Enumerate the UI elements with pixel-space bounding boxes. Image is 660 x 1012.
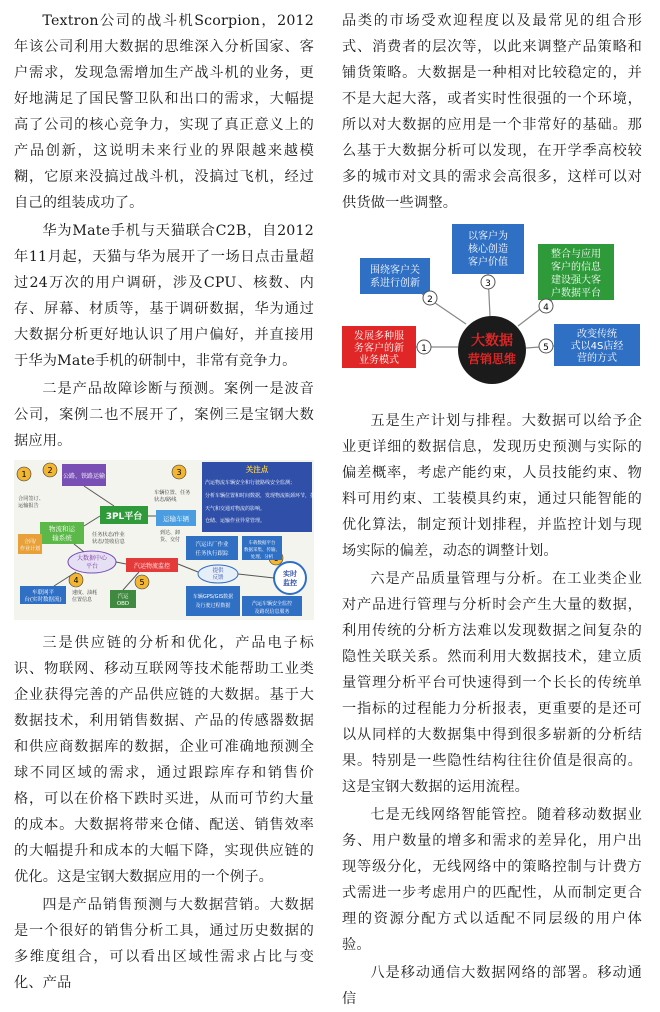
- svg-text:4: 4: [543, 303, 549, 313]
- svg-text:5: 5: [139, 578, 145, 587]
- svg-text:速度、油耗: 速度、油耗: [72, 590, 98, 596]
- svg-text:反馈: 反馈: [212, 575, 224, 581]
- svg-text:提供: 提供: [212, 568, 224, 574]
- svg-text:实时: 实时: [283, 570, 297, 578]
- svg-text:汽运车辆安全监控: 汽运车辆安全监控: [251, 601, 293, 607]
- marketing-figure: [342, 224, 642, 394]
- supply-chain-diagram: [14, 460, 336, 620]
- svg-text:围绕客户关: 围绕客户关: [370, 265, 420, 276]
- svg-text:2: 2: [427, 295, 433, 305]
- right-column: [342, 8, 642, 1012]
- svg-text:4: 4: [73, 576, 79, 585]
- svg-text:式以4S店经: 式以4S店经: [570, 341, 624, 352]
- paragraph-huawei: 华为Mate手机与天猫联合C2B，自2012年11月起，天猫与华为展开了一场日点击量超过24万次的用户调研，涉及CPU、核数、内存、屏幕、材质等，基于调研数据，华为通过大数据分析更好地认识了用户偏好，并直接用于华为Mate手机的研制中，非常有竞争力。: [14, 223, 314, 369]
- svg-text:发展多种服: 发展多种服: [354, 331, 404, 342]
- svg-text:大数据中心: 大数据中心: [76, 555, 108, 562]
- focus-item-4: 仓储、运输作业异常管理。: [205, 518, 266, 524]
- number-badge-2: [43, 463, 57, 477]
- svg-text:任务执行跟踪: 任务执行跟踪: [195, 551, 229, 557]
- svg-text:运输报告: 运输报告: [18, 503, 39, 509]
- number-badge-m3: [481, 275, 495, 289]
- svg-text:OBD: OBD: [116, 601, 130, 607]
- svg-text:营的方式: 营的方式: [577, 353, 617, 364]
- number-badge-m4: [539, 299, 553, 313]
- svg-text:建设强大客: 建设强大客: [551, 275, 601, 286]
- number-badge-1: [17, 467, 31, 481]
- svg-text:核心创造: 核心创造: [468, 244, 508, 255]
- svg-text:2: 2: [47, 466, 53, 475]
- svg-text:输系统: 输系统: [52, 534, 72, 542]
- svg-text:平台: 平台: [85, 563, 99, 570]
- svg-text:合同签订、: 合同签订、: [18, 496, 44, 502]
- svg-text:3: 3: [176, 468, 182, 477]
- realtime-monitor-circle: [274, 562, 306, 594]
- svg-text:台(实时数据流): 台(实时数据流): [24, 597, 62, 603]
- svg-text:车辆位置、任务: 车辆位置、任务: [154, 490, 191, 496]
- paragraph-sales-forecast: 四是产品销售预测与大数据营销。大数据是一个很好的销售分析工具，通过历史数据的多维度组合，可以看出区域性需求占比与变化、产品: [14, 897, 314, 991]
- left-column: [14, 8, 336, 996]
- paragraph-mobile-network: 八是移动通信大数据网络的部署。移动通信: [342, 965, 642, 1007]
- svg-text:整合与应用: 整合与应用: [551, 249, 601, 260]
- paragraph-sales-continued: 品类的市场受欢迎程度以及最常见的组合形式、消费者的层次等，以此来调整产品策略和铺货策略。大数据是一种相对比较稳定的，并不是大起大落，或者实时性很强的一个环境，所以对大数据的应用是一个非常好的基础。那么基于大数据分析可以发现，在开学季高校较多的城市对文具的需求会高很多，这样可以对供货做一些调整。: [342, 13, 642, 211]
- supply-chain-figure: [14, 460, 336, 620]
- svg-text:汽运: 汽运: [117, 594, 129, 600]
- svg-text:业务模式: 业务模式: [359, 355, 399, 366]
- svg-text:3: 3: [485, 279, 491, 289]
- svg-text:状态/签收信息: 状态/签收信息: [92, 539, 125, 545]
- svg-text:系进行创新: 系进行创新: [370, 278, 420, 289]
- svg-text:汽运物流监控: 汽运物流监控: [133, 563, 171, 570]
- svg-text:5: 5: [543, 343, 549, 353]
- svg-text:车载数据平台: 车载数据平台: [248, 541, 276, 546]
- center-circle: [458, 316, 526, 384]
- svg-text:及路况信息服务: 及路况信息服务: [254, 609, 290, 615]
- svg-text:改变传统: 改变传统: [577, 329, 617, 340]
- paragraph-supply-chain: 三是供应链的分析和优化，产品电子标识、物联网、移动互联网等技术能帮助工业类企业获得完善的产品供应链的大数据。基于大数据技术，利用销售数据、产品的传感器数据和供应商数据库的数据，企业可准确地预测全球不同区域的需求，通过跟踪库存和销售价格，可以在价格下跌时买进，从而可节约大量的成本。大数据将带来仓储、配送、销售效率的大幅提升和成本的大幅下降，实现供应链的优化。这是宝钢大数据应用的一个例子。: [14, 635, 314, 885]
- number-badge-m2: [423, 291, 437, 305]
- paragraph-wireless-network: 七是无线网络智能管控。随着移动数据业务、用户数量的增多和需求的差异化，用户出现等级分化，无线网络中的策略控制与计费方式需进一步考虑用户的匹配性，从而制定更合理的资源分配方式以适配不同层级的用户体验。: [342, 807, 642, 953]
- paragraph-fault-diagnosis: 二是产品故障诊断与预测。案例一是波音公司，案例二也不展开了，案例三是宝钢大数据应用。: [14, 381, 314, 449]
- svg-text:大数据: 大数据: [471, 333, 513, 349]
- focus-item-2: 分析车辆位置和时间数据，发现物流瓶颈环节，提升优化。: [205, 493, 336, 499]
- number-badge-5: [135, 575, 149, 589]
- paragraph-production-planning: 五是生产计划与排程。大数据可以给予企业更详细的数据信息，发现历史预测与实际的偏差概率，考虑产能约束，人员技能约束、物料可用约束、工装模具约束，通过只能智能的优化算法，制定预计划排程，并监控计划与现场实际的偏差，动态的调整计划。: [342, 413, 642, 559]
- svg-text:1: 1: [21, 470, 27, 479]
- number-badge-m5: [539, 339, 553, 353]
- svg-text:务客户的新: 务客户的新: [354, 343, 404, 354]
- svg-text:关注点: 关注点: [245, 465, 269, 474]
- focus-item-3: 天气和交通对物流的影响。: [205, 506, 266, 512]
- svg-text:位置信息: 位置信息: [72, 597, 93, 603]
- svg-text:状态/路线: 状态/路线: [154, 497, 177, 503]
- svg-text:户数据平台: 户数据平台: [551, 288, 601, 299]
- svg-text:车辆GPS/GIS数据: 车辆GPS/GIS数据: [192, 594, 234, 600]
- svg-text:1: 1: [421, 344, 427, 354]
- marketing-diagram: [342, 224, 642, 394]
- paragraph-textron: Textron公司的战斗机Scorpion，2012年该公司利用大数据的思维深入分析国家、客户需求，发现急需增加生产战斗机的业务，更好地满足了国民警卫队和出口的需求，大幅提高了公司的核心竞争力，实现了真正意义上的产品创新，这说明未来行业的界限越来越模糊，它原来没搞过战斗机，没搞过飞机，经过自己的组装成功了。: [14, 13, 314, 211]
- svg-text:数据采集、传输、: 数据采集、传输、: [244, 548, 280, 553]
- svg-text:合同/: 合同/: [24, 539, 36, 545]
- svg-text:汽运出厂作业: 汽运出厂作业: [195, 542, 229, 548]
- svg-text:车联网平: 车联网平: [31, 590, 55, 596]
- svg-text:货、交付: 货、交付: [160, 537, 181, 543]
- number-badge-3: [172, 465, 186, 479]
- svg-text:3PL平台: 3PL平台: [105, 512, 143, 522]
- svg-text:监控: 监控: [283, 579, 297, 587]
- svg-text:运输车辆: 运输车辆: [163, 515, 189, 523]
- svg-text:营销思维: 营销思维: [467, 352, 517, 366]
- svg-text:以客户为: 以客户为: [468, 231, 508, 242]
- focus-item-1: 汽运物流车辆安全和行驶路线安全监测；: [205, 480, 296, 486]
- svg-text:及行驶过程数据: 及行驶过程数据: [195, 603, 231, 609]
- svg-text:处理、分析: 处理、分析: [250, 555, 274, 560]
- svg-text:客户价值: 客户价值: [468, 257, 508, 268]
- number-badge-m1: [417, 340, 431, 354]
- svg-text:任务状态/作业: 任务状态/作业: [92, 532, 125, 538]
- svg-text:客户的信息: 客户的信息: [551, 262, 601, 273]
- svg-text:物流和运: 物流和运: [49, 525, 75, 533]
- svg-text:公路、铁路运输: 公路、铁路运输: [62, 473, 106, 480]
- paragraph-quality-management: 六是产品质量管理与分析。在工业类企业对产品进行管理与分析时会产生大量的数据，利用传统的分析方法难以发现数据之间复杂的隐性关联关系。然而利用大数据技术，建立质量管理分析平台可快速得到一个长长的传统单一指标的过程能力分析报表，更重要的是还可以从同样的大数据集中得到很多崭新的分析结果。特别是一些隐性结构往往价值是很高的。这是宝钢大数据的运用流程。: [342, 571, 642, 795]
- svg-text:作业计划: 作业计划: [19, 546, 41, 552]
- gps-data-box: [186, 586, 240, 616]
- svg-text:到达、卸: 到达、卸: [160, 530, 181, 536]
